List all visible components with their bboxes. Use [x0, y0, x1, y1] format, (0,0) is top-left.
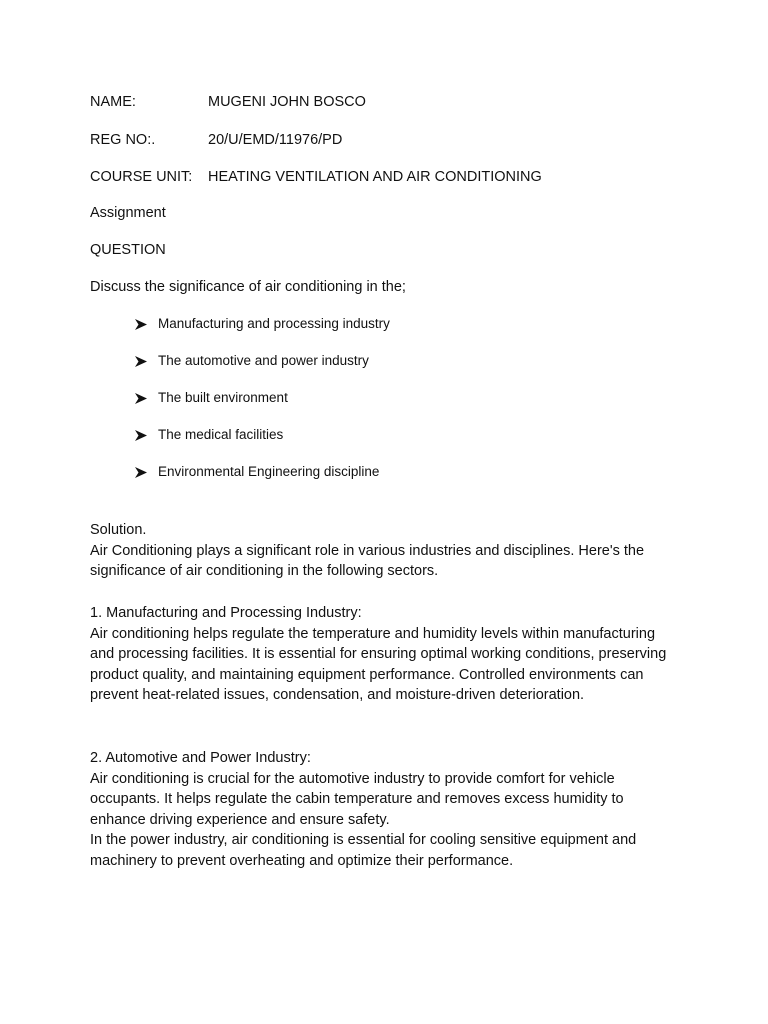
section-heading: 1. Manufacturing and Processing Industry: — [90, 605, 362, 621]
list-item — [135, 463, 379, 481]
name-label: NAME: — [90, 94, 136, 110]
question-heading: QUESTION — [90, 242, 166, 258]
course-row — [90, 168, 542, 186]
bullet-label: Manufacturing and processing industry — [158, 316, 390, 331]
bullet-label: The automotive and power industry — [158, 353, 369, 368]
reg-label: REG NO:. — [90, 132, 156, 148]
arrow-bullet-icon — [135, 315, 158, 330]
solution-block — [90, 520, 680, 582]
solution-heading: Solution. — [90, 522, 147, 538]
section-automotive — [90, 748, 680, 872]
section-paragraph: In the power industry, air conditioning is essential for cooling sensitive equipment and machinery to prevent overheating and optimize their performance. — [90, 832, 637, 869]
list-item — [135, 426, 283, 444]
section-manufacturing — [90, 603, 680, 706]
bullet-label: The built environment — [158, 390, 288, 405]
arrow-bullet-icon — [135, 389, 158, 404]
bullet-label: The medical facilities — [158, 427, 284, 442]
section-paragraph: Air conditioning is crucial for the automotive industry to provide comfort for vehicle occupants. It helps regulate the cabin temperature and removes excess humidity to enhance driving experience and ensure safety. — [90, 770, 624, 828]
name-value: MUGENI JOHN BOSCO — [208, 94, 366, 110]
course-label: COURSE UNIT: — [90, 169, 193, 185]
section-paragraph: Air conditioning helps regulate the temperature and humidity levels within manufacturing and processing facilities. It is essential for ensuring optimal working conditions, preserving product quality, and maintaining equipment performance. Controlled environments can prevent heat-related issues, condensation, and moisture-driven deterioration. — [90, 625, 667, 704]
list-item — [135, 315, 390, 333]
reg-value: 20/U/EMD/11976/PD — [208, 132, 343, 148]
reg-row — [90, 131, 342, 149]
arrow-bullet-icon — [135, 426, 158, 441]
list-item — [135, 389, 288, 407]
name-row — [90, 93, 366, 111]
solution-intro: Air Conditioning plays a significant role in various industries and disciplines. Here's the significance of air conditioning in the following sectors. — [90, 542, 645, 580]
course-value: HEATING VENTILATION AND AIR CONDITIONING — [208, 169, 542, 185]
question-text: Discuss the significance of air conditioning in the; — [90, 279, 406, 295]
arrow-bullet-icon — [135, 463, 158, 478]
section-heading: 2. Automotive and Power Industry: — [90, 750, 311, 766]
bullet-label: Environmental Engineering discipline — [158, 464, 380, 479]
assignment-label: Assignment — [90, 205, 166, 221]
list-item — [135, 352, 369, 370]
arrow-bullet-icon — [135, 352, 158, 367]
